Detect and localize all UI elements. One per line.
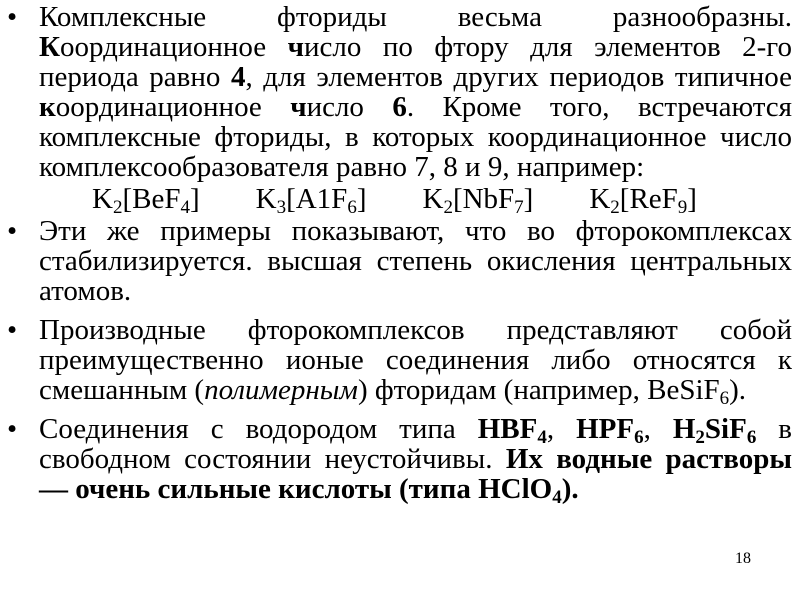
formula-part: ]	[523, 183, 534, 215]
text: Соединения с водородом типа	[39, 413, 478, 445]
bullet-paragraph-4	[0, 413, 793, 508]
subscript: 2	[443, 197, 453, 218]
subscript: 6	[634, 427, 644, 448]
subscript: 7	[514, 197, 524, 218]
bullet-paragraph-3	[0, 314, 792, 409]
bold-part: ).	[561, 473, 579, 505]
text: исло по фтору для элементов 2-го периода равно	[39, 31, 792, 93]
bold-part: Их водные растворы — очень сильные кислоты (типа HClO	[39, 443, 793, 505]
bullet-marker: •	[7, 413, 18, 445]
bullet-paragraph-2	[0, 216, 792, 306]
text: Производные фторокомплексов представляют собой преимущественно ионые соединения либо относятся к смешанным (	[39, 314, 792, 406]
italic-text: полимерным	[204, 374, 358, 406]
bold-letter: к	[39, 91, 56, 123]
formula	[92, 183, 200, 218]
formula-part: [BeF	[122, 183, 181, 215]
page-number: 18	[735, 550, 751, 567]
formula-part: ]	[356, 183, 367, 215]
text: оординационное	[60, 31, 288, 63]
formula-part: HBF	[477, 413, 538, 445]
subscript: 6	[719, 388, 730, 409]
formula-part: ]	[687, 183, 697, 215]
bold-formula	[672, 413, 757, 448]
text: оординационное	[55, 91, 291, 123]
bullet-marker: •	[7, 314, 18, 346]
formula-part: H	[672, 413, 696, 445]
formula-part: [NbF	[452, 183, 515, 215]
text: Комплексные фториды весьма разнообразны.	[39, 1, 792, 33]
bullet-marker: •	[7, 215, 18, 247]
formula-part: HPF	[576, 413, 635, 445]
formula-part: K	[422, 183, 444, 215]
bold-letter: К	[39, 31, 61, 63]
slide-content	[0, 1, 800, 508]
bold-formula	[576, 413, 644, 448]
formula	[422, 183, 534, 218]
subscript: 4	[180, 197, 190, 218]
text: ,	[546, 413, 577, 445]
formula	[255, 183, 367, 218]
text: ) фторидам (например, BeSiF	[357, 374, 720, 406]
bold-number: 4	[230, 61, 246, 93]
subscript: 4	[537, 427, 547, 448]
subscript: 2	[610, 197, 620, 218]
formula-part: K	[255, 183, 277, 215]
subscript: 2	[695, 427, 705, 448]
subscript: 6	[347, 197, 357, 218]
text: , для элементов других периодов типичное	[245, 61, 792, 93]
text: в свободном состоянии неустойчивы.	[39, 413, 792, 475]
subscript: 9	[677, 197, 688, 218]
subscript: 3	[276, 197, 287, 218]
text: ,	[643, 413, 673, 445]
formula-row	[0, 183, 800, 218]
bullet-marker: •	[7, 1, 18, 33]
bold-formula	[477, 413, 547, 448]
formula	[589, 183, 697, 218]
text: исло	[306, 91, 393, 123]
text: ).	[729, 374, 747, 406]
bullet-paragraph-1	[0, 2, 792, 182]
text: Эти же примеры показывают, что во фторокомплексах стабилизируется. высшая степень окисления центральных атомов.	[39, 215, 792, 307]
subscript: 4	[552, 487, 562, 508]
formula-part: SiF	[704, 413, 747, 445]
bold-number: 6	[392, 91, 407, 123]
subscript: 6	[746, 427, 757, 448]
bold-letter: ч	[290, 91, 307, 123]
formula-part: K	[589, 183, 611, 215]
bold-letter: ч	[287, 31, 304, 63]
text: . Кроме того, встречаются комплексные фториды, в которых координационное число комплексообразователя равно 7, 8 и 9, например:	[39, 91, 792, 183]
formula-part: K	[92, 183, 113, 215]
formula-part: [A1F	[286, 183, 348, 215]
formula-part: [ReF	[619, 183, 678, 215]
subscript: 2	[112, 197, 123, 218]
formula-part: ]	[189, 183, 200, 215]
